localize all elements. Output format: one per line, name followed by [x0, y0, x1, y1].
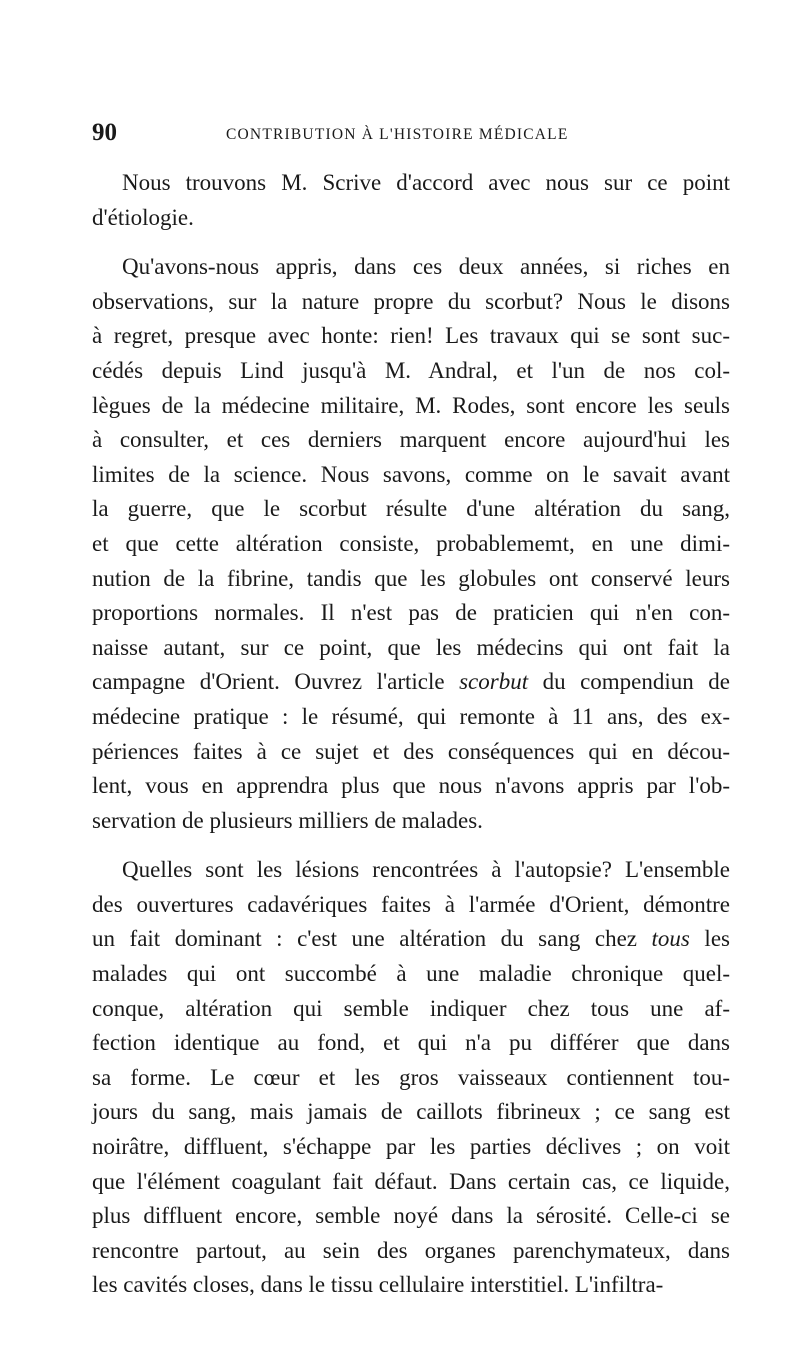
text-line: noirâtre, diffluent, s'échappe par les parties déclives ; on voit [92, 1134, 730, 1160]
text-line: Qu'avons-nous appris, dans ces deux années, si riches en [122, 254, 730, 280]
text-line: à consulter, et ces derniers marquent encore aujourd'hui les [92, 427, 730, 453]
text-line: campagne d'Orient. Ouvrez l'article scorbut du compendiun de [92, 669, 730, 695]
text-line: fection identique au fond, et qui n'a pu différer que dans [92, 1030, 730, 1056]
paragraph-3 [92, 853, 730, 1303]
text-line: jours du sang, mais jamais de caillots fibrineux ; ce sang est [92, 1099, 730, 1125]
text-line: nution de la fibrine, tandis que les globules ont conservé leurs [92, 565, 730, 591]
italic-word: scorbut [459, 669, 529, 695]
text-line: périences faites à ce sujet et des conséquences qui en décou- [92, 738, 730, 764]
text-line: sa forme. Le cœur et les gros vaisseaux contiennent tou- [92, 1064, 730, 1090]
text-line: un fait dominant : c'est une altération du sang chez tous les [92, 926, 730, 952]
text-line: plus diffluent encore, semble noyé dans la sérosité. Celle-ci se [92, 1203, 730, 1229]
text-line: d'étiologie. [92, 204, 194, 230]
running-title: CONTRIBUTION À L'HISTOIRE MÉDICALE [226, 126, 569, 143]
paragraph-1 [92, 166, 730, 235]
text-line: la guerre, que le scorbut résulte d'une altération du sang, [92, 496, 730, 522]
paragraph-2 [92, 250, 730, 838]
text-line: médecine pratique : le résumé, qui remonte à 11 ans, des ex- [92, 703, 730, 729]
text-line: Quelles sont les lésions rencontrées à l'autopsie? L'ensemble [122, 857, 730, 883]
text-line: Nous trouvons M. Scrive d'accord avec nous sur ce point [122, 170, 730, 195]
italic-word: tous [651, 926, 690, 952]
text-line: conque, altération qui semble indiquer chez tous une af- [92, 995, 730, 1021]
text-line: à regret, presque avec honte: rien! Les travaux qui se sont suc- [92, 323, 730, 349]
text-line: servation de plusieurs milliers de malades. [92, 807, 483, 833]
body-text [92, 166, 730, 1303]
page-number: 90 [92, 119, 117, 146]
text-line: lent, vous en apprendra plus que nous n'avons appris par l'ob- [92, 773, 730, 799]
text-line: et que cette altération consiste, probablememt, en une dimi- [92, 530, 730, 556]
text-line: des ouvertures cadavériques faites à l'armée d'Orient, démontre [92, 891, 730, 917]
text-line: rencontre partout, au sein des organes parenchymateux, dans [92, 1237, 730, 1263]
text-line: les cavités closes, dans le tissu cellulaire interstitiel. L'infiltra- [92, 1272, 664, 1298]
text-line: malades qui ont succombé à une maladie chronique quel- [92, 961, 730, 987]
text-line: lègues de la médecine militaire, M. Rodes, sont encore les seuls [92, 392, 730, 418]
text-line: observations, sur la nature propre du scorbut? Nous le disons [92, 288, 730, 314]
text-line: que l'élément coagulant fait défaut. Dans certain cas, ce liquide, [92, 1168, 730, 1194]
text-line: limites de la science. Nous savons, comme on le savait avant [92, 461, 730, 487]
text-line: naisse autant, sur ce point, que les médecins qui ont fait la [92, 634, 730, 660]
running-head [92, 118, 732, 148]
text-line: cédés depuis Lind jusqu'à M. Andral, et l'un de nos col- [92, 357, 730, 383]
text-line: proportions normales. Il n'est pas de praticien qui n'en con- [92, 600, 730, 626]
